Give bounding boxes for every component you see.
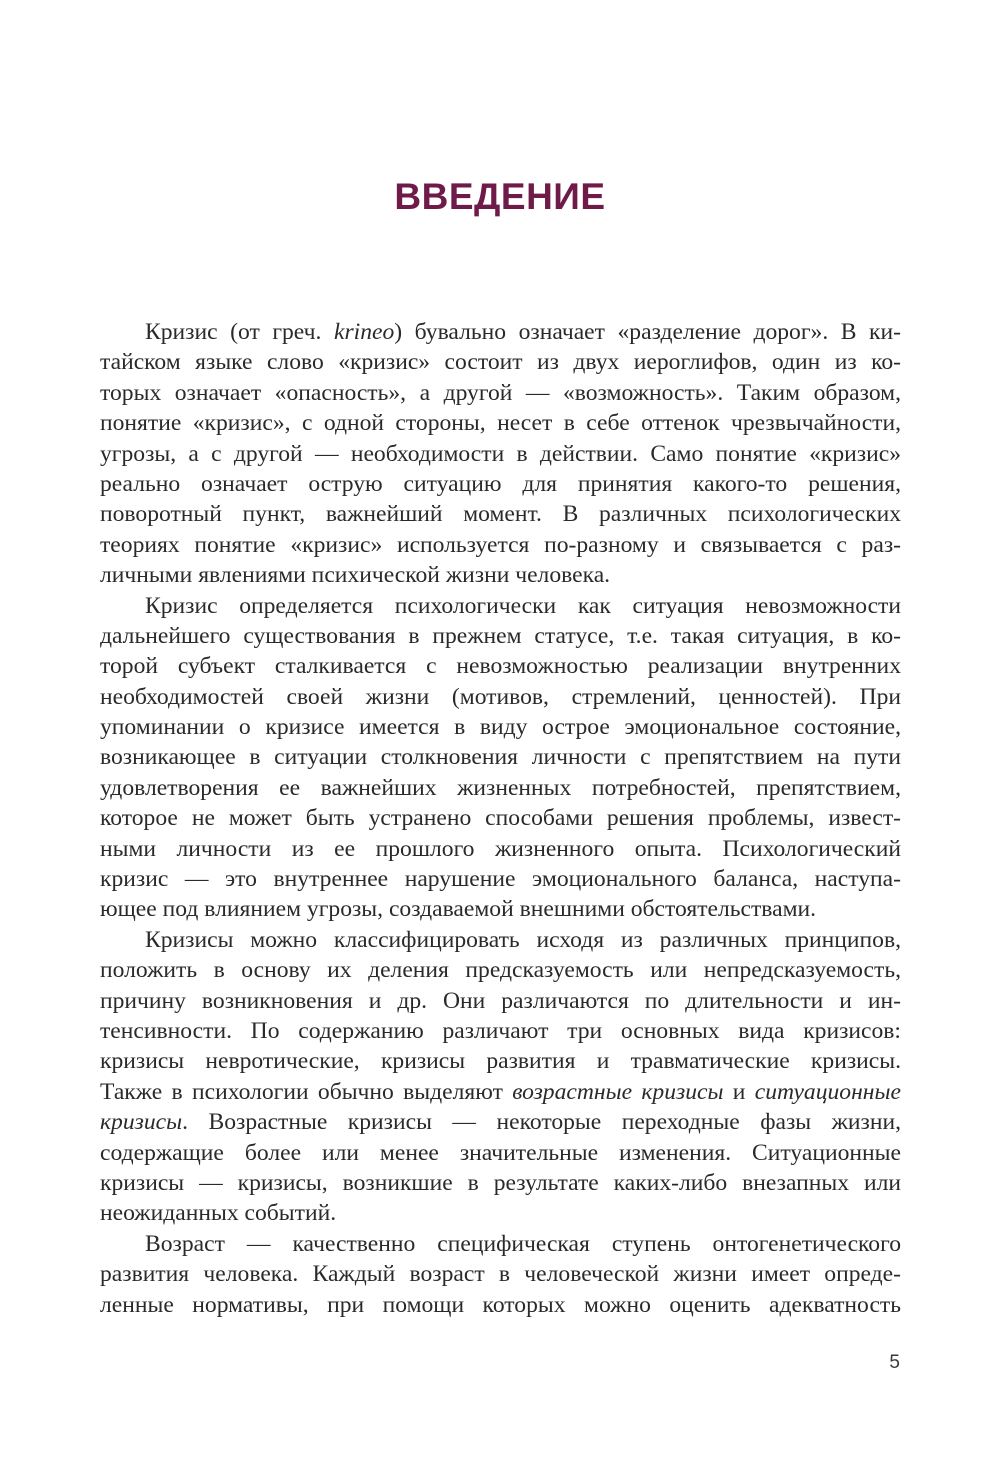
text-line [100,864,901,894]
text-run: возникающее в ситуации столкновения личности с препятствием на пути [100,744,901,771]
italic-text: ситуационные [754,1078,901,1105]
text-line [100,1107,901,1137]
text-run: личными явлениями психической жизни человека. [100,562,611,589]
text-line [100,712,901,742]
text-run: тайском языке слово «кризис» состоит из двух иероглифов, один из ко- [100,349,901,376]
italic-text: кризисы [100,1109,183,1136]
paragraph [100,591,901,925]
text-line [100,1259,901,1289]
text-run: содержащие более или менее значительные изменения. Ситуационные [100,1139,901,1166]
text-line [100,378,901,408]
text-run: положить в основу их деления предсказуемость или непредсказуемость, [100,957,901,984]
text-line [100,439,901,469]
text-run: ющее под влиянием угрозы, создаваемой внешними обстоятельствами. [100,896,817,923]
paragraph [100,925,901,1229]
text-line [100,651,901,681]
text-line [100,408,901,438]
text-run: Кризисы можно классифицировать исходя из различных принципов, [145,926,901,953]
text-run: Кризис (от греч. [145,319,334,345]
text-run: теориях понятие «кризис» используется по-разному и связывается с раз- [100,531,901,558]
text-line [100,469,901,499]
text-line [100,1077,901,1107]
text-run: дальнейшего существования в прежнем статусе, т.е. такая ситуация, в ко- [100,622,901,649]
text-run: ными личности из ее прошлого жизненного опыта. Психологический [100,835,901,862]
text-run: развития человека. Каждый возраст в человеческой жизни имеет опреде- [100,1261,901,1288]
chapter-title: ВВЕДЕНИЕ [394,176,606,217]
text-line [100,955,901,985]
text-run: понятие «кризис», с одной стороны, несет в себе оттенок чрезвычайности, [100,410,901,437]
text-run: которое не может быть устранено способами решения проблемы, извест- [100,805,901,832]
text-line [100,621,901,651]
text-line [100,894,901,924]
text-run: ) бувально означает «разделение дорог». В ки- [394,319,901,345]
text-line [100,317,901,347]
text-line [100,803,901,833]
text-line [100,530,901,560]
text-run: и [723,1078,755,1105]
text-line [100,1168,901,1198]
text-line [100,347,901,377]
text-line [100,773,901,803]
text-run: кризисы невротические, кризисы развития и травматические кризисы. [100,1048,901,1075]
text-line [100,682,901,712]
text-run: причину возникновения и др. Они различаются по длительности и ин- [100,987,901,1014]
italic-text: krineo [333,319,395,345]
text-run: торых означает «опасность», а другой — «возможность». Таким образом, [100,379,901,406]
text-line [100,986,901,1016]
text-run: удовлетворения ее важнейших жизненных потребностей, препятствием, [100,774,901,801]
text-line [100,499,901,529]
text-run: поворотный пункт, важнейший момент. В различных психологических [100,501,901,528]
text-line [100,742,901,772]
text-line [100,1290,901,1320]
text-line [100,834,901,864]
text-run: реально означает острую ситуацию для принятия какого-то решения, [100,470,901,497]
text-line [100,1198,901,1228]
text-run: кризисы — кризисы, возникшие в результате каких-либо внезапных или [100,1169,901,1196]
text-run: упоминании о кризисе имеется в виду острое эмоциональное состояние, [100,714,901,741]
text-run: тенсивности. По содержанию различают три основных вида кризисов: [100,1017,901,1044]
text-run: кризис — это внутреннее нарушение эмоционального баланса, наступа- [100,866,901,893]
body-text [100,317,901,1320]
text-line [100,1016,901,1046]
text-run: . Возрастные кризисы — некоторые переходные фазы жизни, [182,1109,901,1136]
text-line [100,1229,901,1259]
paragraph [100,317,901,591]
text-run: ленные нормативы, при помощи которых можно оценить адекватность [100,1291,901,1318]
text-line [100,591,901,621]
text-run: Возраст — качественно специфическая ступень онтогенетического [145,1230,901,1257]
text-run: необходимостей своей жизни (мотивов, стремлений, ценностей). При [100,683,901,710]
text-line [100,1046,901,1076]
text-line [100,560,901,590]
text-run: неожиданных событий. [100,1200,337,1227]
text-run: Также в психологии обычно выделяют [100,1078,513,1105]
text-run: угрозы, а с другой — необходимости в действии. Само понятие «кризис» [100,440,901,467]
text-line [100,925,901,955]
italic-text: возрастные кризисы [512,1078,724,1105]
paragraph [100,1229,901,1320]
text-line [100,1138,901,1168]
page-number: 5 [889,1352,900,1373]
text-run: Кризис определяется психологически как ситуация невозможности [145,592,901,619]
text-run: торой субъект сталкивается с невозможностью реализации внутренних [100,653,901,680]
